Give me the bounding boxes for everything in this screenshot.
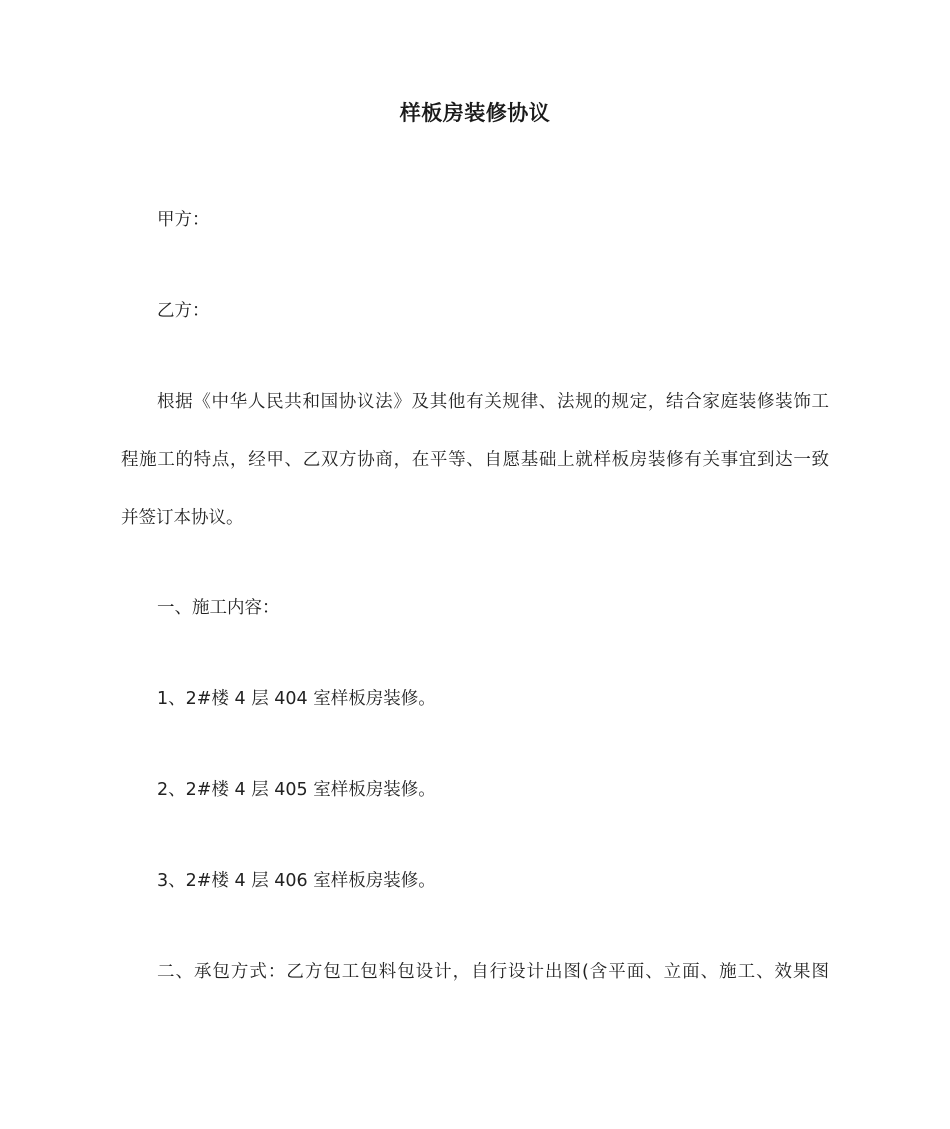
section-1-heading: 一、施工内容： <box>157 598 280 618</box>
preamble-line-2: 程施工的特点，经甲、乙双方协商，在平等、自愿基础上就样板房装修有关事宜到达一致 <box>121 450 829 470</box>
section-1-item: 1、2#楼 4 层 404 室样板房装修。 <box>157 689 436 709</box>
document-title: 样板房装修协议 <box>399 101 551 125</box>
party-a-label: 甲方： <box>157 210 210 230</box>
section-2-heading: 二、承包方式：乙方包工包料包设计，自行设计出图(含平面、立面、施工、效果图 <box>157 962 829 982</box>
section-1-item: 3、2#楼 4 层 406 室样板房装修。 <box>157 871 436 891</box>
party-b-label: 乙方： <box>157 301 210 321</box>
preamble-line-3: 并签订本协议。 <box>121 508 244 528</box>
preamble-line-1: 根据《中华人民共和国协议法》及其他有关规律、法规的规定，结合家庭装修装饰工 <box>157 392 829 412</box>
section-1-item: 2、2#楼 4 层 405 室样板房装修。 <box>157 780 436 800</box>
